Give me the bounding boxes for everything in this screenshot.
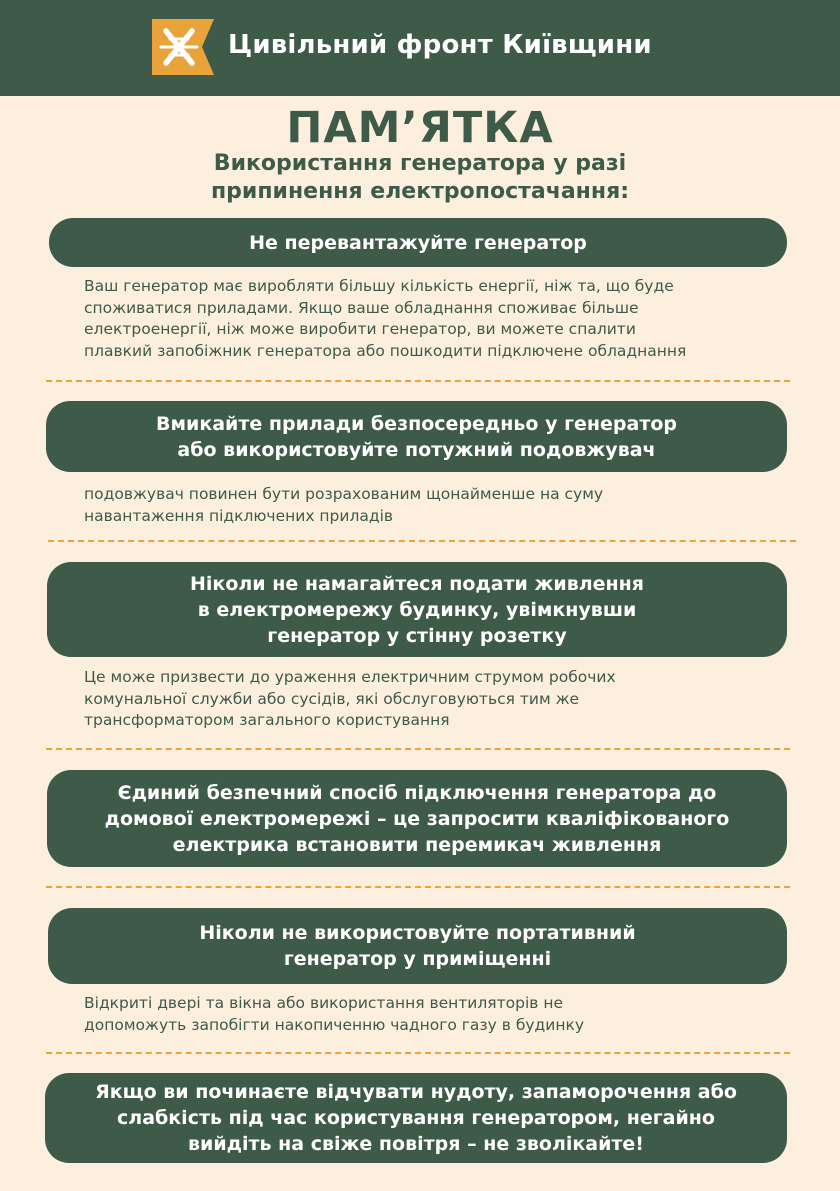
section-heading-overload: [49, 218, 787, 267]
civil-front-logo-icon: [152, 19, 214, 75]
dashed-divider: [46, 1052, 790, 1054]
section-heading-text: Вмикайте прилади безпосередньо у генератор або використовуйте потужний подовжувач: [156, 412, 677, 461]
dashed-divider: [46, 748, 790, 750]
org-name: Цивільний фронт Київщини: [228, 30, 652, 60]
section-heading-text: Єдиний безпечний спосіб підключення генератора до домової електромережі – це запросити кваліфікованого електрика встановити перемикач живлення: [104, 781, 730, 856]
section-heading-text: Ніколи не використовуйте портативний генератор у приміщенні: [199, 922, 636, 970]
dashed-divider: [48, 540, 796, 542]
section-text-direct-connect: подовжувач повинен бути розрахованим щонайменше на суму навантаження підключених приладів: [84, 485, 604, 525]
section-heading-text: Не перевантажуйте генератор: [249, 231, 587, 254]
section-text-indoor-use: Відкриті двері та вікна або використання вентиляторів не допоможуть запобігти накопиченню чадного газу в будинку: [84, 994, 585, 1034]
section-text-overload: Ваш генератор має виробляти більшу кількість енергії, ніж та, що буде споживатися приладами. Якщо ваше обладнання споживає більше електроенергії, ніж може виробити генератор, ви можете спалити плавкий запобіжник генератора або пошкодити підключене обладнання: [84, 277, 687, 360]
page-title: ПАМ’ЯТКА: [286, 103, 554, 153]
section-heading-text: Ніколи не намагайтеся подати живлення в електромережу будинку, увімкнувши генератор у стінну розетку: [190, 572, 644, 647]
section-heading-direct-connect: [46, 401, 787, 472]
page-subtitle: Використання генератора у разі припинення електропостачання:: [210, 151, 629, 204]
section-heading-indoor-use: [48, 908, 787, 984]
section-heading-transfer-switch: [47, 770, 787, 867]
header-bar: [0, 0, 840, 96]
section-text-no-backfeed: Це може призвести до ураження електричним струмом робочих комунальної служби або сусідів, які обслуговуються тим же трансформатором загального користування: [84, 668, 616, 729]
section-heading-fresh-air: [45, 1073, 787, 1163]
section-heading-no-backfeed: [47, 562, 787, 657]
section-heading-text: Якщо ви починаєте відчувати нудоту, запаморочення або слабкість під час користування генератором, негайно вийдіть на свіже повітря – не зволікайте!: [95, 1081, 737, 1155]
dashed-divider: [46, 886, 790, 888]
dashed-divider: [46, 380, 790, 382]
